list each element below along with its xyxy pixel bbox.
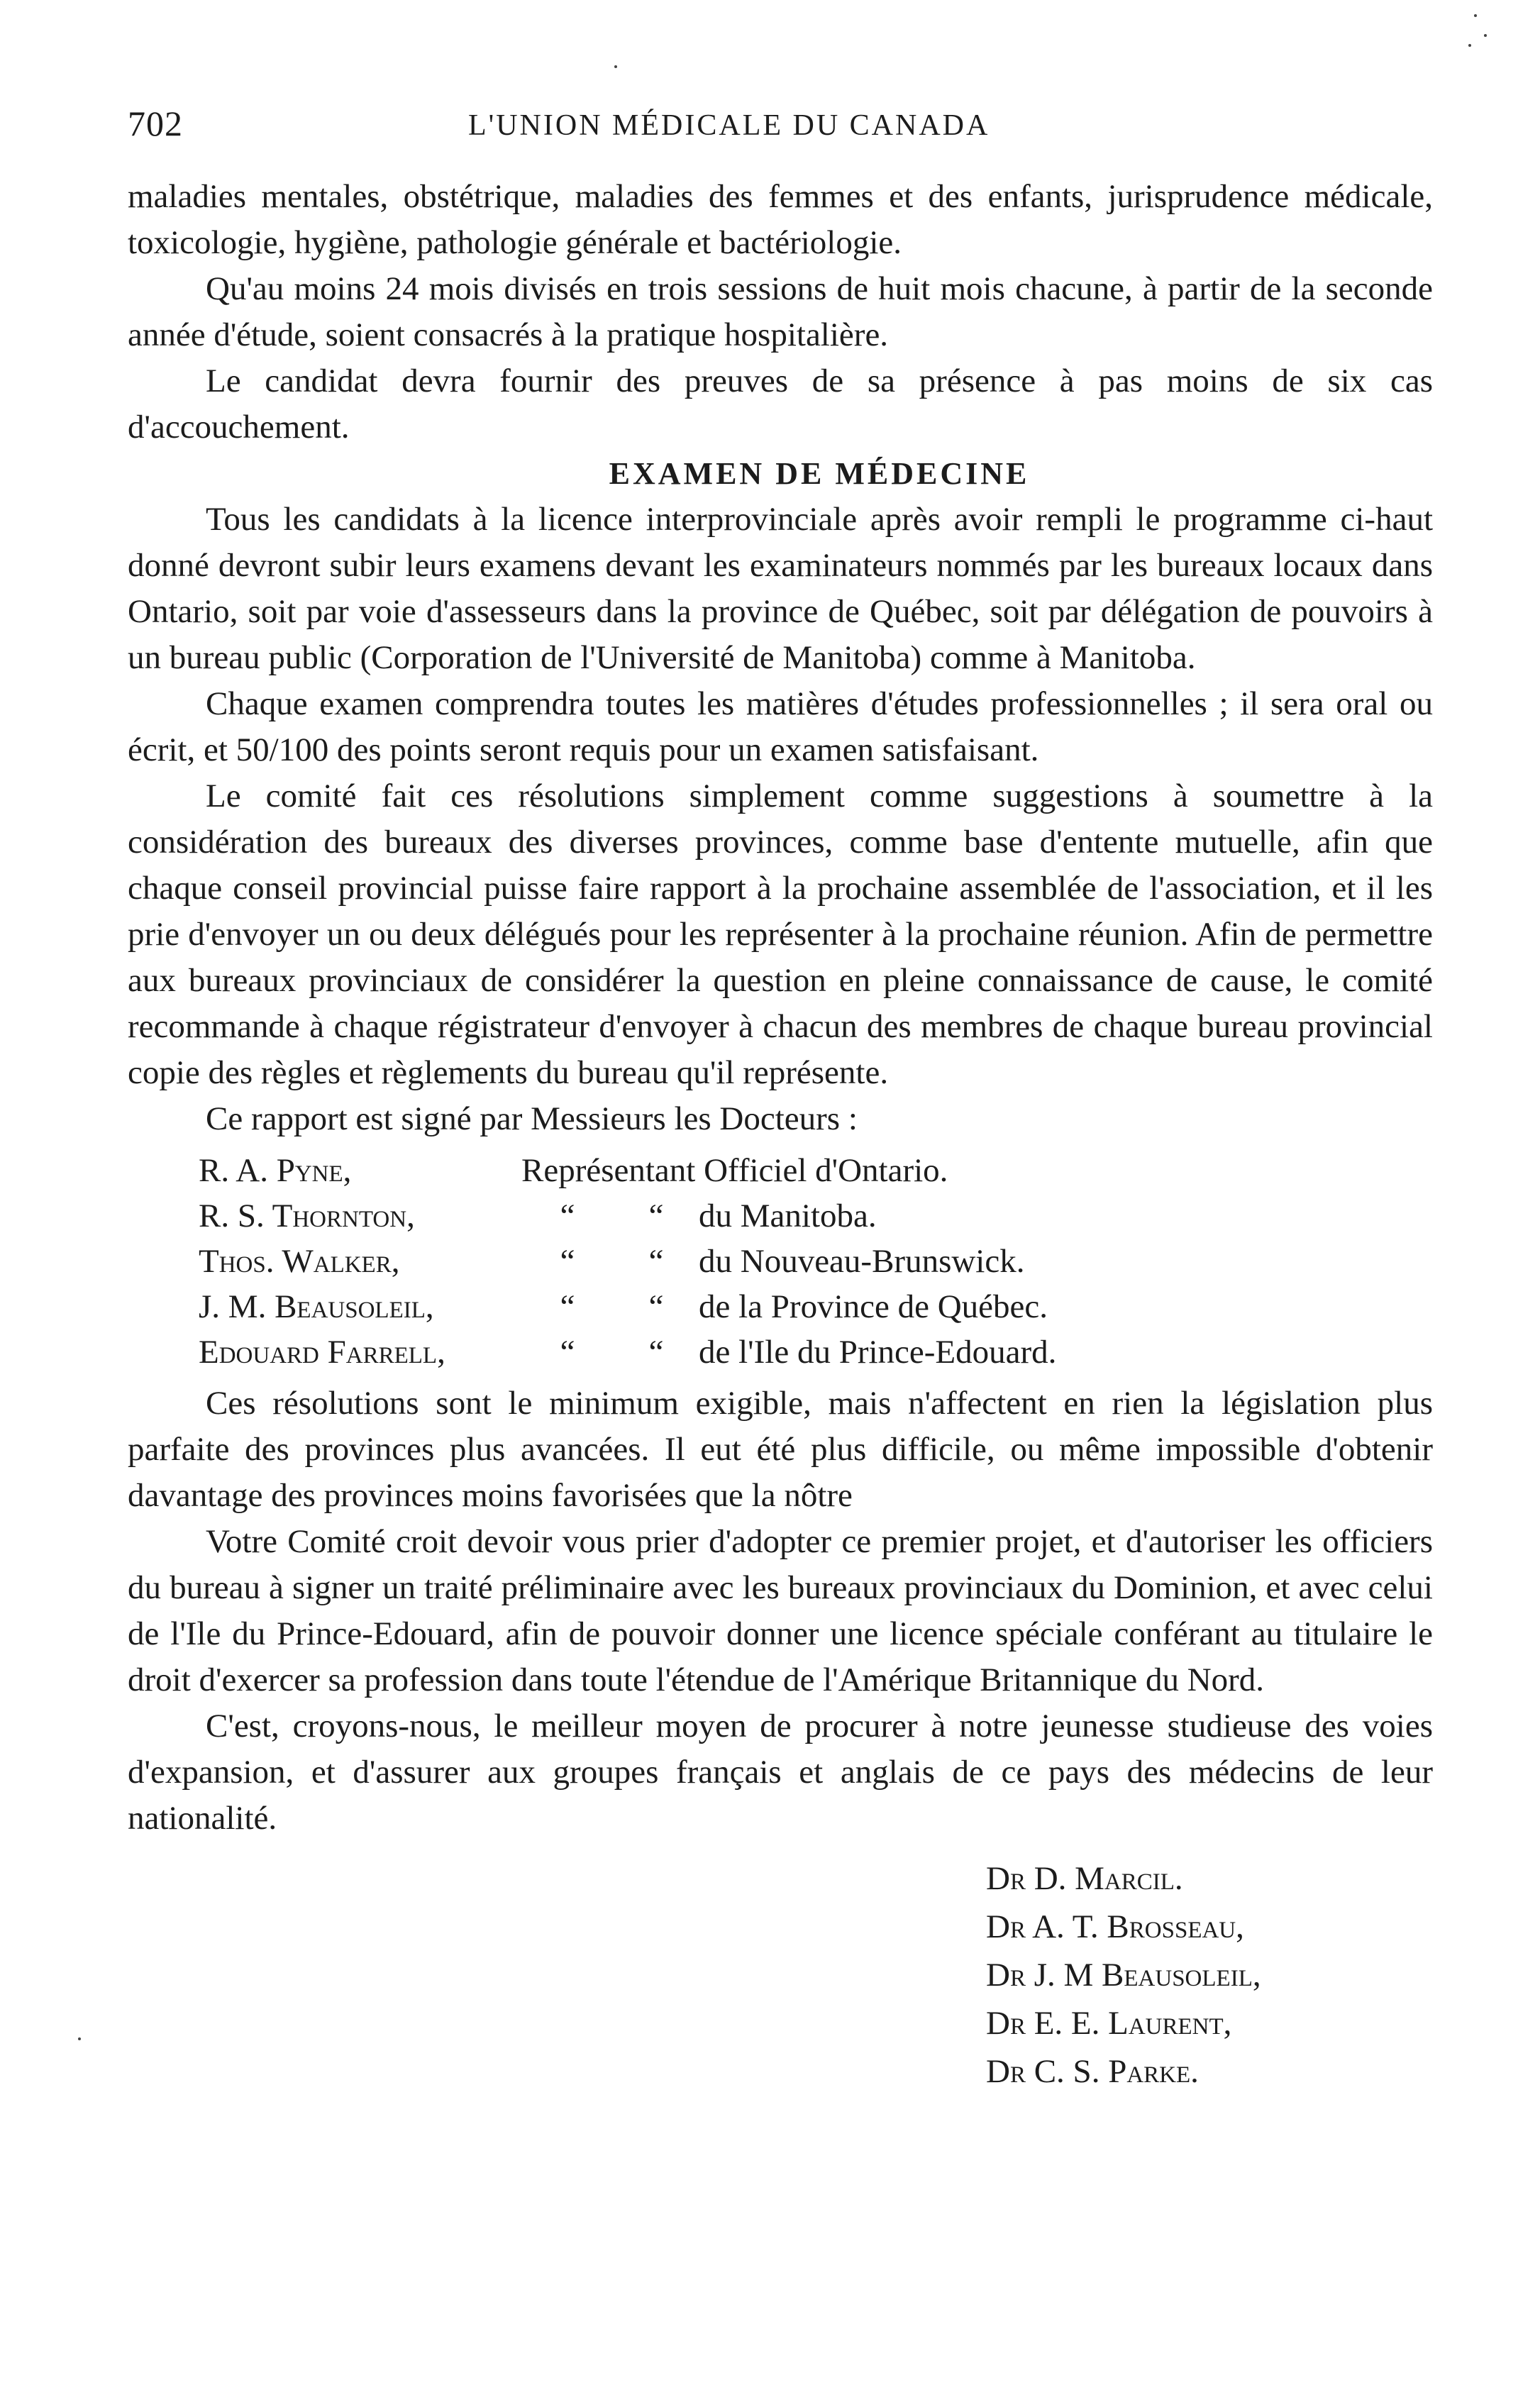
print-speck [1474, 14, 1477, 17]
ditto-mark: “ [648, 1334, 664, 1371]
signatory: Dr E. E. Laurent, [986, 2005, 1232, 2042]
signer-row [199, 1148, 1433, 1193]
signer-name: Edouard Farrell, [199, 1334, 445, 1371]
paragraph-8: Ces résolutions sont le minimum exigible, mais n'affectent en rien la législation plus parfaite des provinces plus avancées. Il eut été plus difficile, ou même impossible d'obtenir davantage des provinces moins favorisées que la nôtre [128, 1385, 1433, 1514]
signer-name: R. A. Pyne, [199, 1152, 352, 1189]
paragraph-3: Le candidat devra fournir des preuves de sa présence à pas moins de six cas d'accouchement. [128, 363, 1433, 446]
paragraph-5: Chaque examen comprendra toutes les matières d'études professionnelles ; il sera oral ou écrit, et 50/100 des points seront requis pour un examen satisfaisant. [128, 685, 1433, 768]
paragraph-4: Tous les candidats à la licence interprovinciale après avoir rempli le programme ci-haut donné devront subir leurs examens devant les examinateurs nommés par les bureaux locaux dans Ontario, soit par voie d'assesseurs dans la province de Québec, soit par délégation de pouvoirs à un bureau public (Corporation de l'Université de Manitoba) comme à Manitoba. [128, 501, 1433, 676]
page-number: 702 [128, 104, 183, 143]
signer-name: J. M. Beausoleil, [199, 1288, 434, 1325]
print-speck [1484, 34, 1487, 37]
paragraph-10: C'est, croyons-nous, le meilleur moyen de procurer à notre jeunesse studieuse des voies d'expansion, et d'assurer aux groupes français et anglais de ce pays des médecins de leur nationalité. [128, 1708, 1433, 1837]
signatories [986, 1856, 1433, 2097]
section-heading: EXAMEN DE MÉDECINE [609, 456, 1030, 491]
paragraph-1: maladies mentales, obstétrique, maladies des femmes et des enfants, jurisprudence médicale, toxicologie, hygiène, pathologie générale et bactériologie. [128, 178, 1433, 261]
signatory: Dr J. M Beausoleil, [986, 1957, 1261, 1993]
signatory: Dr D. Marcil. [986, 1860, 1183, 1897]
ditto-mark: “ [648, 1243, 664, 1280]
running-title: L'UNION MÉDICALE DU CANADA [468, 109, 990, 142]
signer-name: Thos. Walker, [199, 1243, 400, 1280]
signatory: Dr C. S. Parke. [986, 2053, 1199, 2090]
ditto-mark: “ [560, 1334, 575, 1371]
ditto-mark: “ [560, 1243, 575, 1280]
signer-region: du Manitoba. [699, 1198, 877, 1234]
signer-region: de l'Ile du Prince-Edouard. [699, 1334, 1057, 1371]
page-header [128, 103, 1433, 160]
ditto-mark: “ [648, 1288, 664, 1325]
signer-row [199, 1284, 1433, 1329]
signer-row [199, 1239, 1433, 1284]
print-speck [1468, 44, 1471, 47]
ditto-mark: “ [560, 1288, 575, 1325]
signer-region: de la Province de Québec. [699, 1288, 1048, 1325]
signer-name: R. S. Thornton, [199, 1198, 415, 1234]
signer-region: du Nouveau-Brunswick. [699, 1243, 1025, 1280]
paragraph-7: Ce rapport est signé par Messieurs les Docteurs : [206, 1100, 858, 1137]
paragraph-2: Qu'au moins 24 mois divisés en trois sessions de huit mois chacune, à partir de la seconde année d'étude, soient consacrés à la pratique hospitalière. [128, 270, 1433, 353]
paragraph-9: Votre Comité croit devoir vous prier d'adopter ce premier projet, et d'autoriser les officiers du bureau à signer un traité préliminaire avec les bureaux provinciaux du Dominion, et avec celui de l'Ile du Prince-Edouard, afin de pouvoir donner une licence spéciale conférant au titulaire le droit d'exercer sa profession dans toute l'étendue de l'Amérique Britannique du Nord. [128, 1523, 1433, 1698]
paragraph-6: Le comité fait ces résolutions simplement comme suggestions à soumettre à la considération des bureaux des diverses provinces, comme base d'entente mutuelle, afin que chaque conseil provincial puisse faire rapport à la prochaine assemblée de l'association, et il les prie d'envoyer un ou deux délégués pour les représenter à la prochaine réunion. Afin de permettre aux bureaux provinciaux de considérer la question en pleine connaissance de cause, le comité recommande à chaque régistrateur d'envoyer à chacun des membres de chaque bureau provincial copie des règles et règlements du bureau qu'il représente. [128, 778, 1433, 1091]
signatory: Dr A. T. Brosseau, [986, 1908, 1244, 1945]
print-speck [614, 65, 617, 68]
ditto-mark: “ [560, 1198, 575, 1234]
print-speck [78, 2037, 81, 2040]
signer-row [199, 1193, 1433, 1239]
report-signers [199, 1148, 1433, 1375]
ditto-mark: “ [648, 1198, 664, 1234]
body-text [128, 174, 1433, 2097]
signer-role: Représentant Officiel d'Ontario. [521, 1152, 948, 1189]
signer-row [199, 1329, 1433, 1375]
